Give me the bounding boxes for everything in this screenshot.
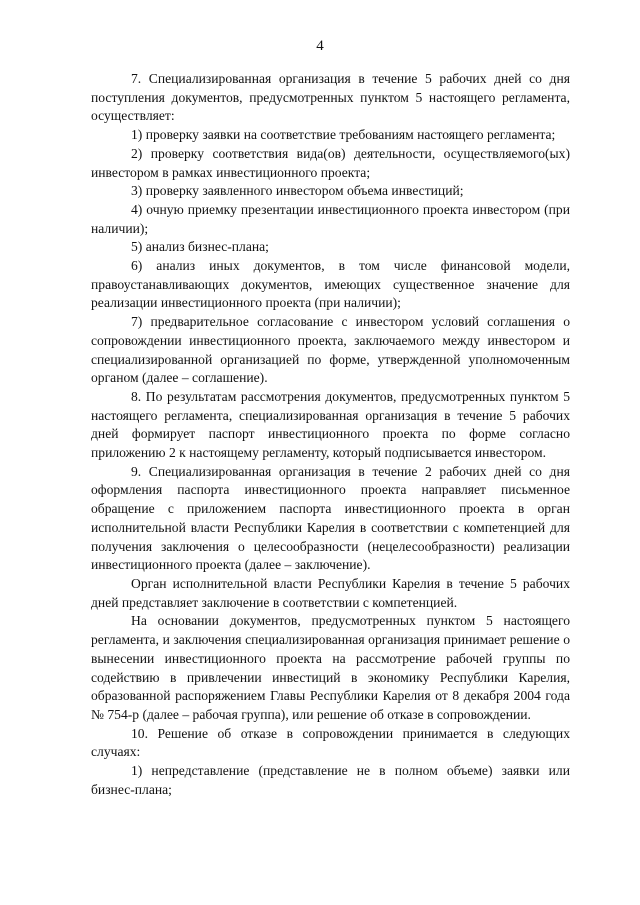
paragraph-7-item-7: 7) предварительное согласование с инвестором условий соглашения о сопровождении инвестиционного проекта, заключаемого между инвестором и специализированной организацией по форме, утвержденной уполномоченным органом (далее – соглашение). [91,314,570,386]
document-body [91,70,570,799]
page-number: 4 [316,38,324,54]
paragraph-9-decision: На основании документов, предусмотренных пунктом 5 настоящего регламента, и заключения специализированная организация принимает решение о вынесении инвестиционного проекта на рассмотрение рабочей группы по содействию в привлечении инвестиций в экономику Республики Карелия, образованной распоряжением Главы Республики Карелия от 8 декабря 2004 года № 754-р (далее – рабочая группа), или решение об отказе в сопровождении. [91,613,570,722]
paragraph-7-item-6: 6) анализ иных документов, в том числе финансовой модели, правоустанавливающих документов, имеющих существенное значение для реализации инвестиционного проекта (при наличии); [91,258,570,311]
paragraph-10-intro: 10. Решение об отказе в сопровождении принимается в следующих случаях: [91,725,570,760]
paragraph-7-item-1: 1) проверку заявки на соответствие требованиям настоящего регламента; [131,127,556,143]
paragraph-7-item-5: 5) анализ бизнес-плана; [131,239,269,255]
paragraph-10-item-1: 1) непредставление (представление не в полном объеме) заявки или бизнес-плана; [91,763,570,797]
paragraph-7-intro: 7. Специализированная организация в течение 5 рабочих дней со дня поступления документов, предусмотренных пунктом 5 настоящего регламента, осуществляет: [91,71,570,124]
paragraph-7-item-3: 3) проверку заявленного инвестором объема инвестиций; [131,183,464,199]
paragraph-8: 8. По результатам рассмотрения документов, предусмотренных пунктом 5 настоящего регламента, специализированная организация в течение 5 рабочих дней формирует паспорт инвестиционного проекта по форме согласно приложению 2 к настоящему регламенту, который подписывается инвестором. [91,388,570,461]
paragraph-9: 9. Специализированная организация в течение 2 рабочих дней со дня оформления паспорта инвестиционного проекта направляет письменное обращение с приложением паспорта инвестиционного проекта в орган исполнительной власти Республики Карелия в соответствии с компетенцией для получения заключения о целесообразности (нецелесообразности) реализации инвестиционного проекта (далее – заключение). [91,463,570,573]
paragraph-7-item-4: 4) очную приемку презентации инвестиционного проекта инвестором (при наличии); [91,201,570,236]
paragraph-9-executive-body: Орган исполнительной власти Республики Карелия в течение 5 рабочих дней представляет заключение в соответствии с компетенцией. [91,575,570,610]
paragraph-7-item-2: 2) проверку соответствия вида(ов) деятельности, осуществляемого(ых) инвестором в рамках инвестиционного проекта; [91,145,570,180]
